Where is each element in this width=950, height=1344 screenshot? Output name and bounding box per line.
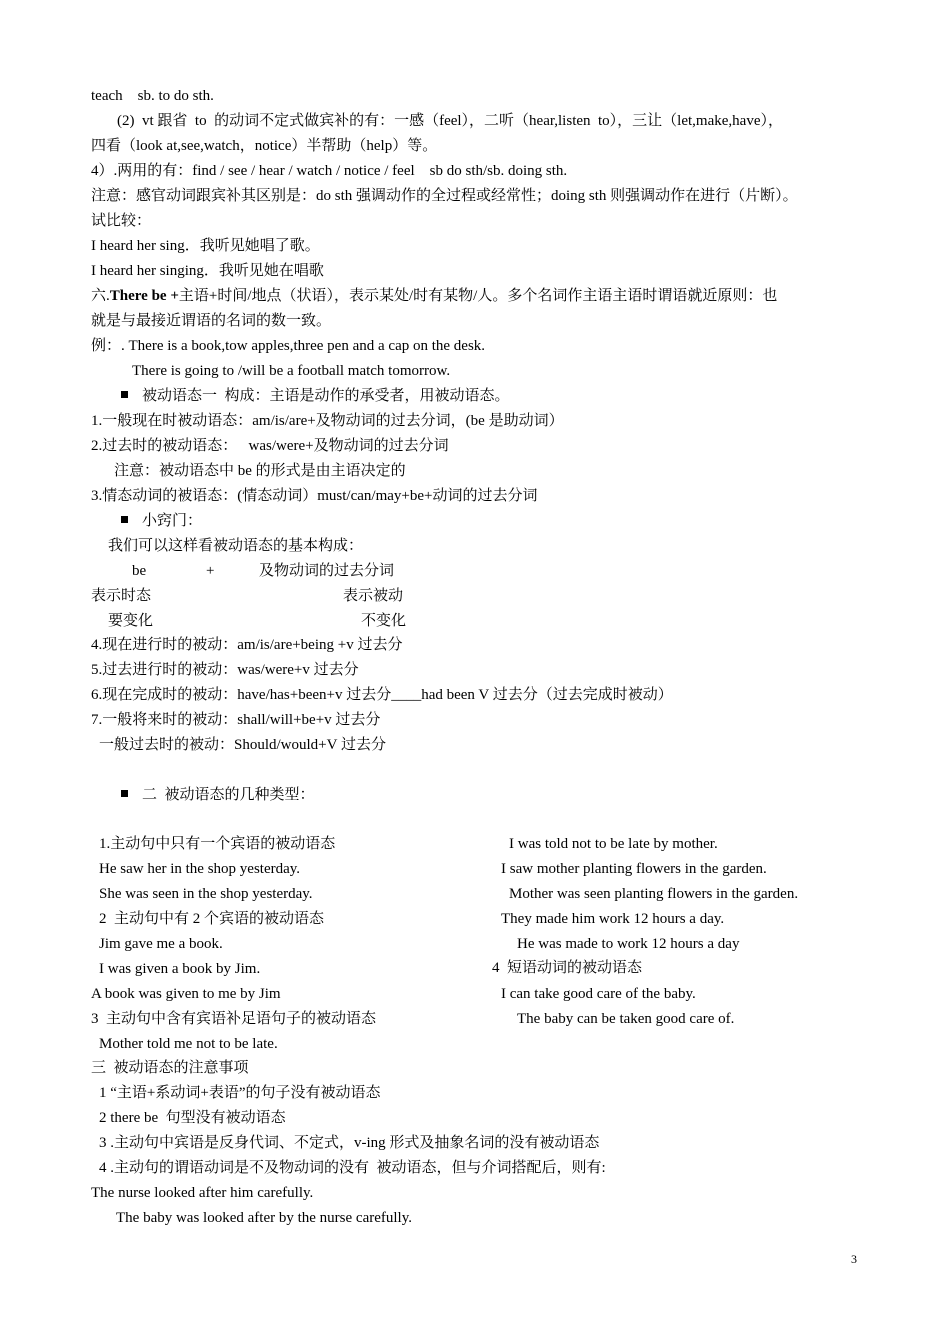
text-fragment: 表示被动 [343, 588, 404, 604]
text-line: 4 短语动词的被动语态 [492, 960, 643, 976]
text-line: (2) vt 跟省 to 的动词不定式做宾补的有：一感（feel），二听（hear,listen to），三让（let,make,have）， [117, 113, 783, 129]
text-line: 1.主动句中只有一个宾语的被动语态 [99, 836, 336, 852]
text-line: 3 主动句中含有宾语补足语句子的被动语态 [91, 1011, 377, 1027]
text-line: 注意：被动语态中 be 的形式是由主语决定的 [114, 463, 406, 479]
text-fragment: + [206, 563, 215, 579]
text-line: 3 .主动句中宾语是反身代词、不定式，v-ing 形式及抽象名词的没有被动语态 [99, 1135, 600, 1151]
text-line: 6.现在完成时的被动：have/has+been+v 过去分____had been V 过去分（过去完成时被动） [91, 687, 673, 703]
page-number: 3 [851, 1252, 857, 1266]
text-line: 就是与最接近谓语的名词的数一致。 [91, 313, 332, 329]
text-line: 四看（look at,see,watch，notice）半帮助（help）等。 [91, 138, 438, 154]
text-line: 我们可以这样看被动语态的基本构成： [108, 538, 364, 554]
bullet-line [121, 785, 315, 805]
bullet-icon [121, 391, 128, 398]
text-line: 试比较： [91, 213, 152, 229]
text-line: They made him work 12 hours a day. [501, 911, 725, 927]
text-line: 4.现在进行时的被动：am/is/are+being +v 过去分 [91, 637, 403, 653]
text-line: A book was given to me by Jim [91, 986, 281, 1002]
bullet-icon [121, 516, 128, 523]
bullet-text: 二 被动语态的几种类型： [142, 787, 315, 803]
text-fragment: 不变化 [361, 613, 407, 629]
text-line: 4）.两用的有：find / see / hear / watch / notice / feel sb do sth/sb. doing sth. [91, 163, 568, 179]
text-line: 5.过去进行时的被动：was/were+v 过去分 [91, 662, 359, 678]
section-heading-six [91, 286, 777, 306]
text-fragment: 及物动词的过去分词 [259, 563, 395, 579]
heading-text: 主语+时间/地点（状语），表示某处/时有某物/人。多个名词作主语主语时谓语就近原则：也 [178, 288, 778, 304]
bullet-line [121, 386, 510, 406]
text-line: 2 主动句中有 2 个宾语的被动语态 [99, 911, 325, 927]
text-line: The baby was looked after by the nurse carefully. [116, 1210, 412, 1226]
text-line: Jim gave me a book. [99, 936, 223, 952]
text-line: 2.过去时的被动语态： was/were+及物动词的过去分词 [91, 438, 449, 454]
text-line: I heard her singing．我听见她在唱歌 [91, 263, 324, 279]
text-line: I heard her sing．我听见她唱了歌。 [91, 238, 320, 254]
text-line: 1.一般现在时被动语态：am/is/are+及物动词的过去分词，(be 是助动词） [91, 413, 564, 429]
bullet-text: 小窍门： [142, 513, 203, 529]
text-line: I can take good care of the baby. [501, 986, 696, 1002]
text-line: teach sb. to do sth. [91, 88, 214, 104]
text-line: I saw mother planting flowers in the garden. [501, 861, 767, 877]
text-line: 例：. There is a book,tow apples,three pen and a cap on the desk. [91, 338, 486, 354]
text-line: 4 .主动句的谓语动词是不及物动词的没有 被动语态，但与介词搭配后，则有: [99, 1160, 606, 1176]
text-line: He saw her in the shop yesterday. [99, 861, 301, 877]
heading-prefix: 六. [91, 288, 110, 304]
text-fragment: be [132, 563, 147, 579]
text-line: There is going to /will be a football match tomorrow. [132, 363, 451, 379]
text-line: Mother was seen planting flowers in the garden. [509, 886, 799, 902]
text-fragment: 要变化 [108, 613, 154, 629]
text-line: 一般过去时的被动：Should/would+V 过去分 [99, 737, 386, 753]
text-line: 三 被动语态的注意事项 [91, 1060, 249, 1076]
text-line: The nurse looked after him carefully. [91, 1185, 314, 1201]
text-line: I was told not to be late by mother. [509, 836, 718, 852]
bullet-text: 被动语态一 构成：主语是动作的承受者，用被动语态。 [142, 388, 510, 404]
bullet-icon [121, 790, 128, 797]
text-line: 7.一般将来时的被动：shall/will+be+v 过去分 [91, 712, 381, 728]
heading-bold: There be + [109, 288, 179, 304]
text-line: 注意：感官动词跟宾补其区别是：do sth 强调动作的全过程或经常性；doing sth 则强调动作在进行（片断）。 [91, 188, 798, 204]
text-line: 3.情态动词的被语态：(情态动词）must/can/may+be+动词的过去分词 [91, 488, 538, 504]
text-line: I was given a book by Jim. [99, 961, 261, 977]
text-fragment: 表示时态 [91, 588, 152, 604]
text-line: The baby can be taken good care of. [517, 1011, 735, 1027]
text-line: 2 there be 句型没有被动语态 [99, 1110, 286, 1126]
text-line: She was seen in the shop yesterday. [99, 886, 313, 902]
bullet-line [121, 511, 202, 531]
text-line: He was made to work 12 hours a day [517, 936, 740, 952]
text-line: Mother told me not to be late. [99, 1036, 278, 1052]
text-line: 1 “主语+系动词+表语”的句子没有被动语态 [99, 1085, 381, 1101]
